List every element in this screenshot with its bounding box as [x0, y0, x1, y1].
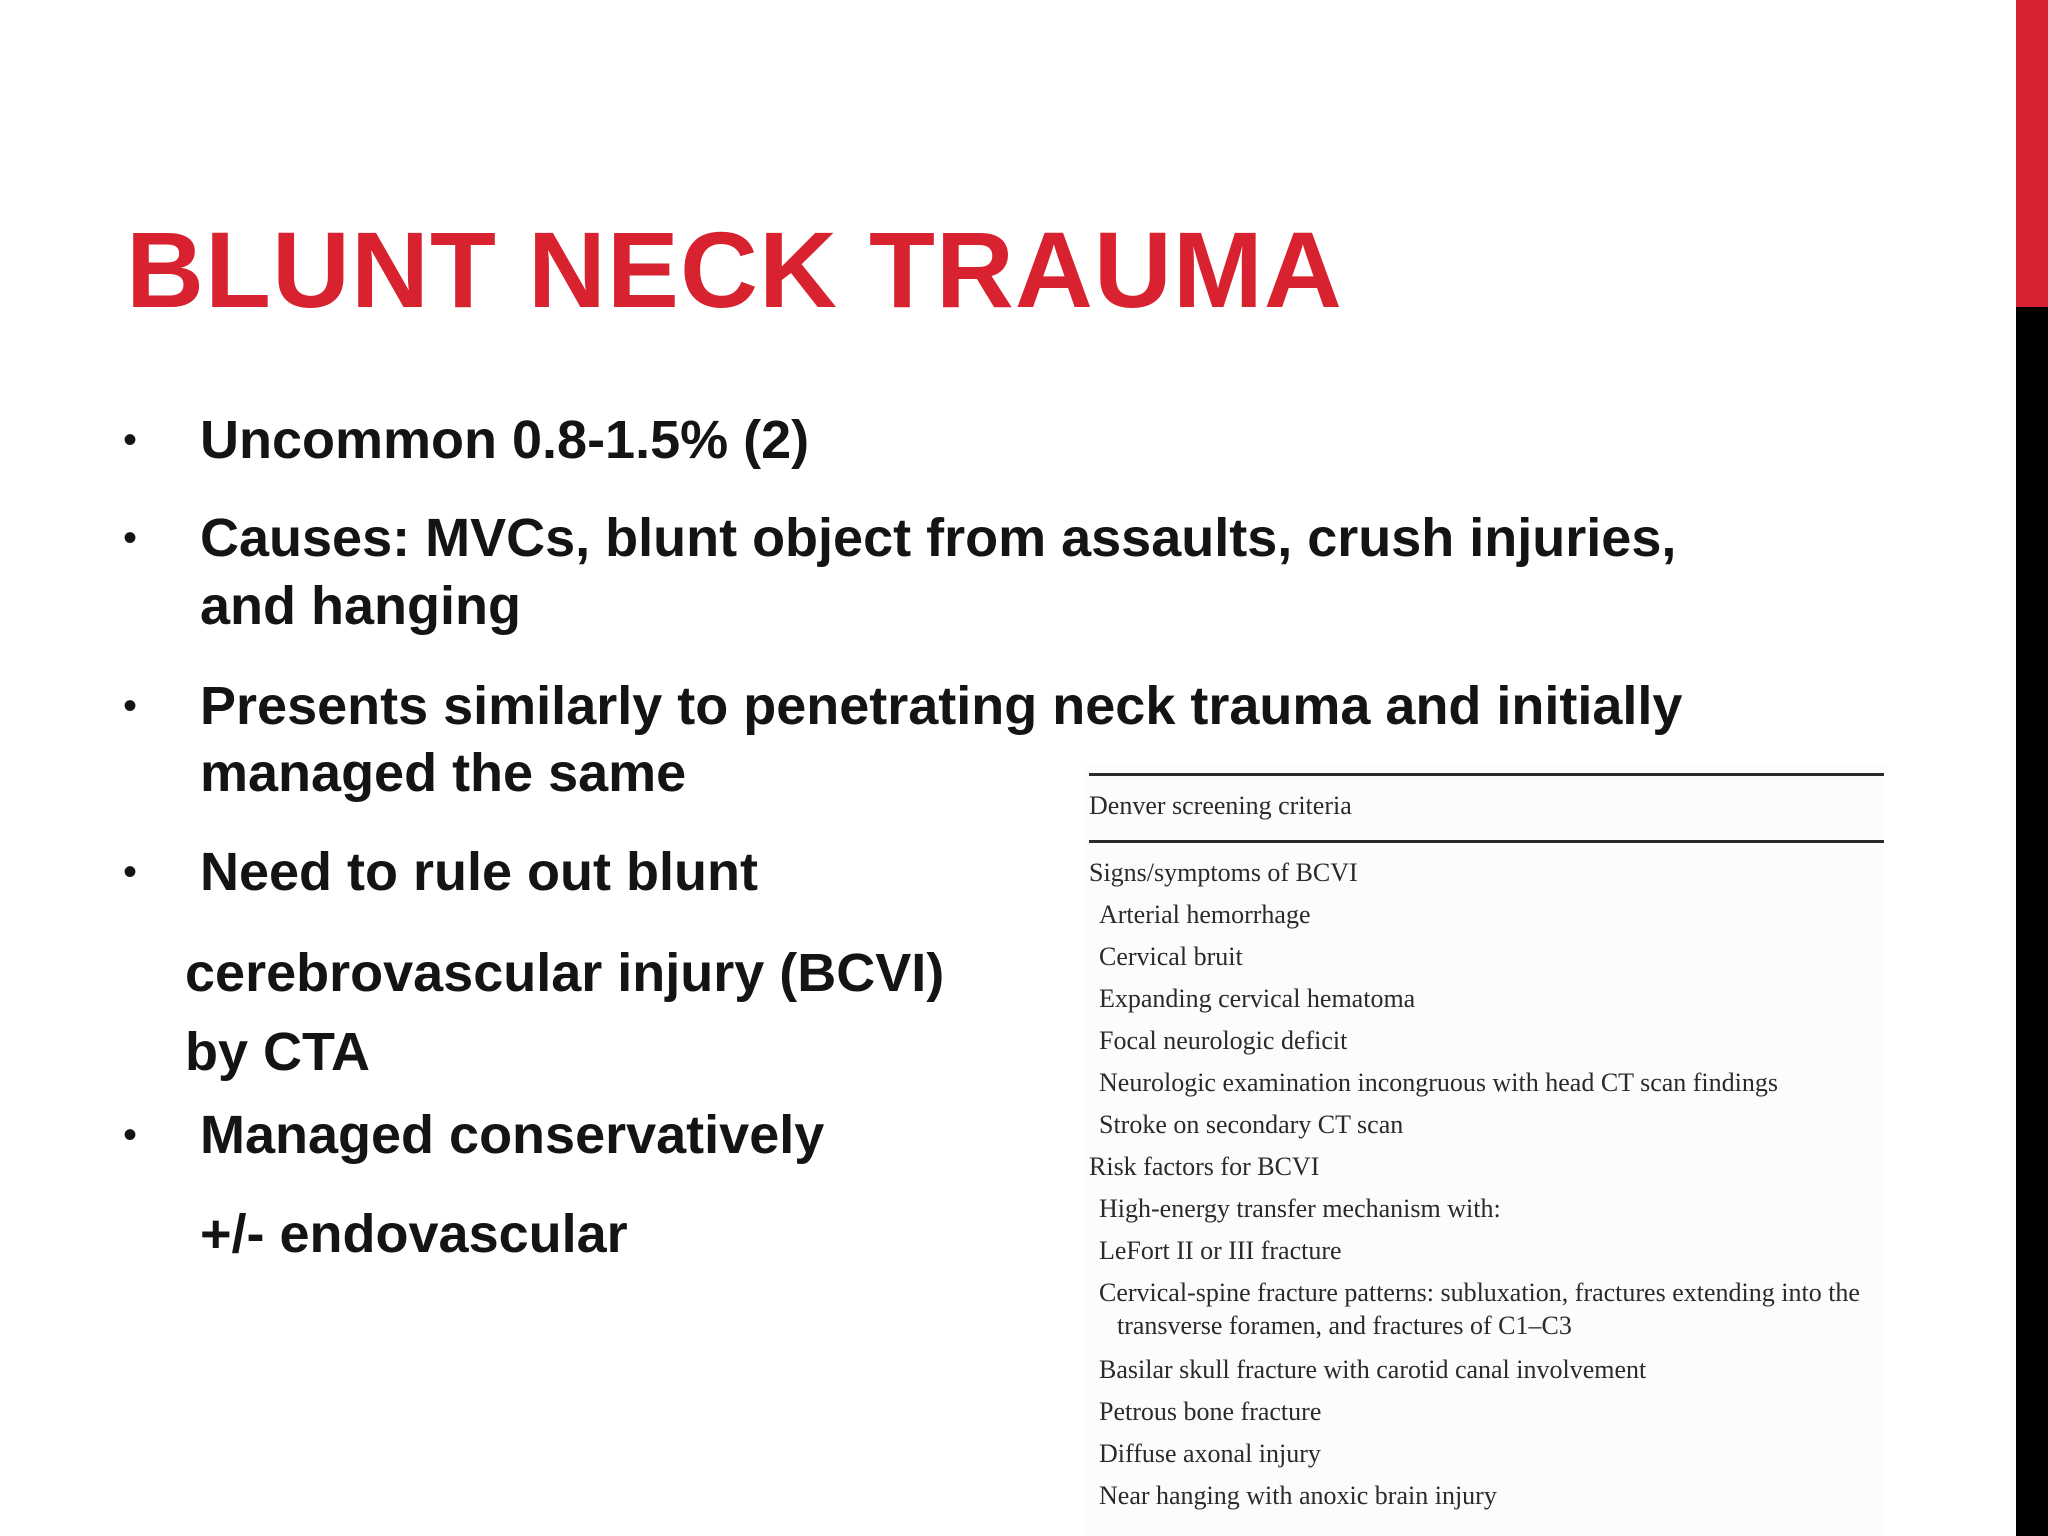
table-section-heading: Signs/symptoms of BCVI [1089, 858, 1358, 887]
table-row: Stroke on secondary CT scan [1099, 1110, 1404, 1139]
bullet-dot: • [123, 516, 138, 560]
table-row: Petrous bone fracture [1099, 1397, 1322, 1426]
bullet-text: Uncommon 0.8-1.5% (2) [200, 410, 810, 470]
bullet-text-continued: managed the same [200, 743, 687, 803]
table-row: Focal neurologic deficit [1099, 1026, 1348, 1055]
bullet-dot: • [123, 684, 138, 728]
table-row: Arterial hemorrhage [1099, 900, 1311, 929]
bullet-dot: • [123, 418, 138, 462]
bullet-text-continued: +/- endovascular [200, 1204, 628, 1264]
bullet-text-continued: cerebrovascular injury (BCVI) [185, 943, 945, 1003]
bullet-text: Managed conservatively [200, 1105, 825, 1165]
table-row: High-energy transfer mechanism with: [1099, 1194, 1501, 1223]
bullet-text-continued: and hanging [200, 576, 521, 636]
table-row: Expanding cervical hematoma [1099, 984, 1416, 1013]
denver-criteria-table [1085, 765, 1885, 1536]
slide-title: BLUNT NECK TRAUMA [126, 209, 1343, 330]
bullet-dot: • [123, 1113, 138, 1157]
bullet-text-continued: by CTA [185, 1022, 370, 1082]
bullet-text: Need to rule out blunt [200, 842, 758, 902]
table-row: Near hanging with anoxic brain injury [1099, 1481, 1497, 1510]
table-header: Denver screening criteria [1089, 791, 1352, 820]
bullet-dot: • [123, 850, 138, 894]
table-row-continued: transverse foramen, and fractures of C1–C3 [1117, 1311, 1572, 1340]
table-header-rule [1089, 840, 1884, 843]
table-row: Cervical bruit [1099, 942, 1243, 971]
bullet-text: Presents similarly to penetrating neck trauma and initially [200, 676, 1683, 736]
table-row: LeFort II or III fracture [1099, 1236, 1342, 1265]
table-row: Cervical-spine fracture patterns: subluxation, fractures extending into the [1099, 1278, 1860, 1307]
table-row: Diffuse axonal injury [1099, 1439, 1321, 1468]
bullet-text: Causes: MVCs, blunt object from assaults, crush injuries, [200, 508, 1677, 568]
table-top-rule [1089, 773, 1884, 776]
table-row: Basilar skull fracture with carotid canal involvement [1099, 1355, 1647, 1384]
table-row: Neurologic examination incongruous with head CT scan findings [1099, 1068, 1778, 1097]
table-section-heading: Risk factors for BCVI [1089, 1152, 1320, 1181]
